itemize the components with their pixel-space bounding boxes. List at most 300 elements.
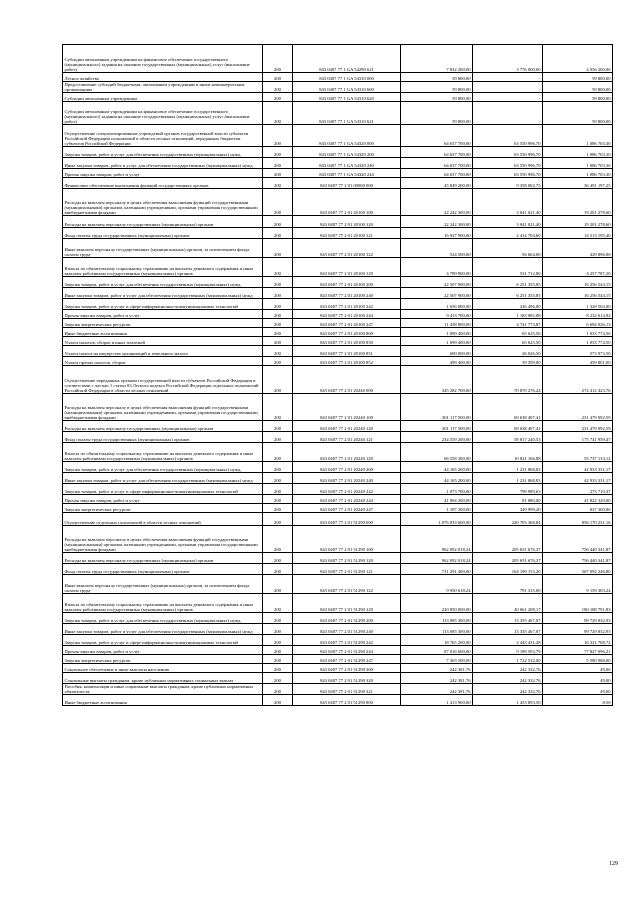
row-budget-code: 843 0407 77 1 GA 54320 240 [293, 158, 401, 169]
row-approved-amount: 731 291 400,00 [401, 564, 473, 575]
row-line-code: 200 [263, 646, 293, 655]
row-remaining-amount: 180 188 791,83 [543, 594, 613, 613]
row-executed-amount: 242 332,76 [473, 664, 543, 673]
row-description: Иные закупки товаров, работ и услуг для обеспечения государственных (муниципальных) нужд [63, 158, 263, 169]
row-executed-amount: 1 183 085,08 [473, 310, 543, 319]
row-budget-code: 843 0407 77 2 01 20240 200 [293, 462, 401, 473]
row-description: Иные выплаты персоналу государственных (муниципальных) органов, за исключением фонда оплаты труда [63, 575, 263, 594]
row-remaining-amount: 1 086 703,30 [543, 125, 613, 147]
row-budget-code: 843 0407 77 2 01 20100 100 [293, 189, 401, 216]
row-budget-code: 843 0407 77 2 01 20100 244 [293, 310, 401, 319]
row-line-code: 200 [263, 73, 293, 82]
row-executed-amount: 349 999,20 [473, 504, 543, 513]
row-line-code: 200 [263, 513, 293, 526]
row-budget-code: 843 0407 77 2 01 20100 122 [293, 239, 401, 258]
row-approved-amount: 7 303 500,00 [401, 655, 473, 664]
row-line-code: 200 [263, 673, 293, 684]
row-remaining-amount: 756 440 341,87 [543, 553, 613, 564]
row-remaining-amount: 756 440 341,87 [543, 526, 613, 553]
row-description: Фонд оплаты труда государственных (муниципальных) органов [63, 564, 263, 575]
row-description: Прочая закупка товаров, работ и услуг [63, 169, 263, 178]
row-approved-amount: 524 500,00 [401, 239, 473, 258]
row-executed-amount: 10 821 166,88 [473, 443, 543, 462]
table-row [63, 421, 613, 432]
row-line-code: 200 [263, 82, 293, 93]
row-description: Осуществление специализированных учреждений органов государственной власти субъектов Российской Федерации полномочий в области лесных отношений, переданных бюджетам субъектов Российской Федерации [63, 125, 263, 147]
row-line-code: 200 [263, 575, 293, 594]
row-description: Взносы по обязательному социальному страхованию на выплаты денежного содержания и иные выплаты работникам государственных (муниципальных) органов [63, 594, 263, 613]
row-description: Предоставление субсидий бюджетным, автономным учреждениям и иным некоммерческим организациям [63, 82, 263, 93]
row-remaining-amount: 59 800,00 [543, 82, 613, 93]
row-line-code: 200 [263, 613, 293, 624]
row-approved-amount: 9 413 700,00 [401, 310, 473, 319]
row-approved-amount: 7 832 200,00 [401, 45, 473, 73]
row-description: Расходы на выплаты персоналу в целях обеспечения выполнения функций государственными (муниципальными) органами, казенными учреждениями, органами управления государственными внебюджетными фондами [63, 189, 263, 216]
row-budget-code: 843 0407 77 2 01 51290 122 [293, 575, 401, 594]
row-executed-amount: 205 651 676,37 [473, 526, 543, 553]
row-remaining-amount: 837 300,80 [543, 504, 613, 513]
row-executed-amount: 3 776 000,00 [473, 45, 543, 73]
row-executed-amount: 1 231 868,83 [473, 473, 543, 484]
row-approved-amount: 499 400,00 [401, 357, 473, 366]
table-row [63, 178, 613, 189]
row-line-code: 200 [263, 178, 293, 189]
row-approved-amount: 22 507 900,00 [401, 288, 473, 299]
row-budget-code: 843 0407 77 1 GA 54310 000 [293, 73, 401, 82]
row-approved-amount: 45 849 200,00 [401, 178, 473, 189]
row-remaining-amount: 49,00 [543, 664, 613, 673]
row-budget-code: 843 0407 77 2 01 20100 129 [293, 258, 401, 277]
row-approved-amount: 59 800,00 [401, 102, 473, 125]
row-line-code: 200 [263, 45, 293, 73]
table-row [63, 158, 613, 169]
table-row [63, 695, 613, 706]
table-row [63, 624, 613, 635]
row-budget-code: 843 0407 77 2 01 20100 800 [293, 328, 401, 337]
row-executed-amount: 164 199 153,20 [473, 564, 543, 575]
row-approved-amount: 1 187 300,00 [401, 504, 473, 513]
row-budget-code: 843 0407 77 2 01 20240 100 [293, 394, 401, 421]
row-line-code: 200 [263, 462, 293, 473]
row-approved-amount: 41 904 200,00 [401, 495, 473, 504]
table-row [63, 504, 613, 513]
row-approved-amount: 22 242 300,00 [401, 216, 473, 228]
table-row [63, 432, 613, 443]
row-description: Иные бюджетные ассигнования [63, 695, 263, 706]
row-executed-amount: 791 315,00 [473, 575, 543, 594]
row-line-code: 200 [263, 299, 293, 310]
table-row [63, 357, 613, 366]
row-remaining-amount: 429 896,00 [543, 239, 613, 258]
row-executed-amount: 94 604,00 [473, 239, 543, 258]
row-remaining-amount: 59 800,00 [543, 102, 613, 125]
row-budget-code: 843 0407 77 1 GA 54320 000 [293, 125, 401, 147]
row-approved-amount: 113 085 300,00 [401, 624, 473, 635]
row-description: Осуществление переданных органам государственной власти субъектов Российской Федерации в соответствии с частью 1 статьи 83 Лесного кодекса Российской Федерации отдельных полномочий Российской Федерации в области лесных отношений [63, 366, 263, 394]
row-remaining-amount: 1 033 774,50 [543, 337, 613, 346]
row-budget-code: 843 0407 77 2 01 51290 244 [293, 646, 401, 655]
row-budget-code: 843 0407 77 2 01 51290 121 [293, 564, 401, 575]
row-budget-code: 843 0407 77 2 01 51290 100 [293, 526, 401, 553]
row-approved-amount: 44 165 200,00 [401, 473, 473, 484]
row-budget-code: 843 0407 77 2 01 20240 244 [293, 495, 401, 504]
row-executed-amount: 1 722 532,00 [473, 655, 543, 664]
row-executed-amount: - [473, 73, 543, 82]
row-approved-amount: 64 637 700,00 [401, 158, 473, 169]
row-executed-amount: 63 550 996,70 [473, 169, 543, 178]
row-approved-amount: 1 099 400,00 [401, 328, 473, 337]
row-description: Уплата налога на имущество организаций и земельного налога [63, 346, 263, 357]
table-row [63, 337, 613, 346]
row-description: Закупка товаров, работ и услуг для обеспечения государственных (муниципальных) нужд [63, 462, 263, 473]
row-line-code: 200 [263, 473, 293, 484]
page-number: 129 [609, 861, 618, 867]
row-remaining-amount: 55 737 133,12 [543, 443, 613, 462]
row-description: Закупка товаров, работ и услуг в сфере информационно-коммуникационных технологий [63, 299, 263, 310]
row-budget-code: 843 0407 77 2 01 20100 242 [293, 299, 401, 310]
row-budget-code: 843 0407 77 1 GA 54310 600 [293, 82, 401, 93]
row-line-code: 200 [263, 394, 293, 421]
row-budget-code: 843 0407 77 2 01 51290 000 [293, 513, 401, 526]
row-executed-amount: 6 251 355,85 [473, 277, 543, 288]
row-budget-code: 843 0407 77 1 GA 54320 200 [293, 147, 401, 158]
row-description: Иные выплаты персоналу государственных (муниципальных) органов, за исключением фонда оплаты труда [63, 239, 263, 258]
row-remaining-amount: 41 822 320,00 [543, 495, 613, 504]
row-budget-code: 843 0407 77 2 01 51290 321 [293, 684, 401, 695]
row-budget-code: 843 0407 77 2 01 51290 129 [293, 594, 401, 613]
table-row [63, 594, 613, 613]
row-approved-amount: 1 656 000,00 [401, 299, 473, 310]
row-description: Расходы на выплаты персоналу государственных (муниципальных) органов [63, 216, 263, 228]
table-row [63, 288, 613, 299]
row-line-code: 200 [263, 594, 293, 613]
row-approved-amount: 1 099 400,00 [401, 337, 473, 346]
row-budget-code: 843 0407 77 2 01 20240 121 [293, 432, 401, 443]
row-budget-code: 843 0407 77 2 01 20240 247 [293, 504, 401, 513]
row-remaining-amount: 273 710,37 [543, 484, 613, 495]
table-row [63, 216, 613, 228]
table-row [63, 575, 613, 594]
row-approved-amount: 9 950 618,24 [401, 575, 473, 594]
row-approved-amount: 301 117 500,00 [401, 421, 473, 432]
row-description: Прочая закупка товаров, работ и услуг [63, 646, 263, 655]
row-line-code: 200 [263, 216, 293, 228]
row-budget-code: 843 0407 77 2 01 51290 800 [293, 695, 401, 706]
table-row [63, 73, 613, 82]
row-description: Иные закупки товаров, работ и услуг для обеспечения государственных (муниципальных) нужд [63, 473, 263, 484]
row-remaining-amount: 8 232 614,92 [543, 310, 613, 319]
row-executed-amount: 220 703 368,84 [473, 513, 543, 526]
table-row [63, 684, 613, 695]
row-line-code: 200 [263, 337, 293, 346]
row-budget-code: 843 0407 77 1 GA 54320 244 [293, 169, 401, 178]
row-remaining-amount: 42 933 331,17 [543, 462, 613, 473]
row-approved-amount: 22 507 900,00 [401, 277, 473, 288]
row-line-code: 200 [263, 684, 293, 695]
row-description: Расходы на выплаты персоналу в целях обеспечения выполнения функций государственными (муниципальными) органами, казенными учреждениями, органами управления государственными внебюджетными фондами [63, 394, 263, 421]
row-line-code: 200 [263, 366, 293, 394]
row-line-code: 200 [263, 484, 293, 495]
row-remaining-amount: 16 321 768,72 [543, 635, 613, 646]
row-remaining-amount: 99 729 832,93 [543, 624, 613, 635]
row-description: Лесное хозяйство [63, 73, 263, 82]
row-approved-amount: 59 800,00 [401, 73, 473, 82]
row-remaining-amount: 59 800,00 [543, 93, 613, 102]
row-description: Субсидии автономным учреждениям на финансовое обеспечение государственного (муниципального) задания на оказание государственных (муниципальных) услуг (выполнение работ) [63, 45, 263, 73]
row-remaining-amount: 1 086 703,30 [543, 147, 613, 158]
row-executed-amount: - [473, 82, 543, 93]
row-approved-amount: 1 076 833 600,00 [401, 513, 473, 526]
row-remaining-amount: 42 933 331,17 [543, 473, 613, 484]
row-description: Расходы на выплаты персоналу в целях обеспечения выполнения функций государственными (муниципальными) органами, казенными учреждениями, органами управления государственными внебюджетными фондами [63, 526, 263, 553]
row-remaining-amount: 16 256 544,15 [543, 288, 613, 299]
row-line-code: 200 [263, 102, 293, 125]
row-line-code: 200 [263, 258, 293, 277]
row-remaining-amount: 459 801,00 [543, 357, 613, 366]
table-row [63, 102, 613, 125]
row-line-code: 200 [263, 239, 293, 258]
row-approved-amount: 87 016 600,00 [401, 646, 473, 655]
table-row [63, 394, 613, 421]
row-approved-amount: 301 117 500,00 [401, 394, 473, 421]
row-description: Иные бюджетные ассигнования [63, 328, 263, 337]
row-line-code: 200 [263, 228, 293, 239]
row-remaining-amount: 99 729 832,93 [543, 613, 613, 624]
row-line-code: 200 [263, 319, 293, 328]
row-executed-amount: 13 355 467,07 [473, 613, 543, 624]
table-row [63, 655, 613, 664]
row-approved-amount: 242 381,76 [401, 684, 473, 695]
row-line-code: 200 [263, 432, 293, 443]
row-executed-amount: 63 550 996,70 [473, 125, 543, 147]
row-approved-amount: 44 165 200,00 [401, 462, 473, 473]
row-line-code: 200 [263, 655, 293, 664]
row-budget-code: 843 0407 77 1 GA 54310 620 [293, 93, 401, 102]
table-row [63, 169, 613, 178]
row-description: Финансовое обеспечение выполнения функций государственных органов [63, 178, 263, 189]
row-remaining-amount: 16 256 544,15 [543, 277, 613, 288]
row-executed-amount: 3 041 021,40 [473, 189, 543, 216]
row-description: Расходы на выплаты персоналу государственных (муниципальных) органов [63, 421, 263, 432]
table-row [63, 277, 613, 288]
row-budget-code: 843 0407 77 2 01 20240 120 [293, 421, 401, 432]
row-budget-code: 843 0407 77 2 01 51290 247 [293, 655, 401, 664]
row-approved-amount: 242 381,76 [401, 664, 473, 673]
row-budget-code: 843 0407 77 1 GA 54310 621 [293, 102, 401, 125]
row-remaining-amount: 19 201 278,60 [543, 216, 613, 228]
row-description: Закупка товаров, работ и услуг для обеспечения государственных (муниципальных) нужд [63, 613, 263, 624]
row-remaining-amount: 49,00 [543, 673, 613, 684]
row-approved-amount: 1 413 900,00 [401, 695, 473, 706]
row-executed-amount: 6 251 355,85 [473, 288, 543, 299]
row-remaining-amount: 59 800,00 [543, 73, 613, 82]
row-remaining-amount: 14 513 195,40 [543, 228, 613, 239]
row-remaining-amount: 1 086 703,30 [543, 169, 613, 178]
row-executed-amount: 2 414 704,60 [473, 228, 543, 239]
row-line-code: 200 [263, 277, 293, 288]
row-description: Фонд оплаты труда государственных (муниципальных) органов [63, 432, 263, 443]
row-budget-code: 843 0407 77 2 01 20240 240 [293, 473, 401, 484]
row-description: Закупка товаров, работ и услуг для обеспечения государственных (муниципальных) нужд [63, 147, 263, 158]
row-executed-amount: 326 496,00 [473, 299, 543, 310]
row-remaining-amount: 8,50 [543, 695, 613, 706]
row-description: Закупка энергетических ресурсов [63, 319, 263, 328]
row-executed-amount: - [473, 93, 543, 102]
table-row [63, 635, 613, 646]
table-row [63, 462, 613, 473]
row-approved-amount: 64 637 700,00 [401, 125, 473, 147]
row-line-code: 200 [263, 147, 293, 158]
row-line-code: 200 [263, 189, 293, 216]
row-executed-amount: 9 189 503,79 [473, 646, 543, 655]
row-approved-amount: 600 000,00 [401, 346, 473, 357]
table-row [63, 564, 613, 575]
row-budget-code: 843 0407 77 2 01 20240 242 [293, 484, 401, 495]
table-row [63, 147, 613, 158]
row-remaining-amount: 1 086 703,30 [543, 158, 613, 169]
row-approved-amount: 345 282 700,00 [401, 366, 473, 394]
row-remaining-amount: 274 412 423,76 [543, 366, 613, 394]
row-approved-amount: 962 092 018,24 [401, 526, 473, 553]
row-line-code: 200 [263, 158, 293, 169]
row-remaining-amount: 573 973,50 [543, 346, 613, 357]
table-row [63, 664, 613, 673]
row-approved-amount: 11 438 800,00 [401, 319, 473, 328]
row-description: Закупка товаров, работ и услуг для обеспечения государственных (муниципальных) нужд [63, 277, 263, 288]
row-approved-amount: 220 850 000,00 [401, 594, 473, 613]
row-approved-amount: 64 637 700,00 [401, 147, 473, 158]
row-executed-amount: 1 231 868,83 [473, 462, 543, 473]
row-budget-code: 843 0407 77 2 01 20100 850 [293, 337, 401, 346]
row-executed-amount: 58 817 240,53 [473, 432, 543, 443]
row-description: Социальное обеспечение и иные выплаты населению [63, 664, 263, 673]
row-description: Субсидии автономным учреждениям [63, 93, 263, 102]
row-executed-amount: 205 651 676,37 [473, 553, 543, 564]
row-executed-amount: 65 625,50 [473, 337, 543, 346]
row-line-code: 200 [263, 93, 293, 102]
row-approved-amount: 22 242 300,00 [401, 189, 473, 216]
row-line-code: 200 [263, 288, 293, 299]
row-line-code: 200 [263, 443, 293, 462]
row-budget-code: 843 0407 77 2 01 20100 240 [293, 288, 401, 299]
table-row [63, 189, 613, 216]
row-line-code: 200 [263, 553, 293, 564]
table-row [63, 93, 613, 102]
row-line-code: 200 [263, 346, 293, 357]
row-line-code: 200 [263, 310, 293, 319]
budget-table [62, 44, 613, 706]
row-executed-amount: 4 741 773,87 [473, 319, 543, 328]
table-row [63, 673, 613, 684]
row-line-code: 200 [263, 504, 293, 513]
table-row [63, 513, 613, 526]
row-budget-code: 843 0407 77 2 01 51290 240 [293, 624, 401, 635]
row-remaining-amount: 5 580 968,00 [543, 655, 613, 664]
row-budget-code: 843 0407 77 2 01 20240 129 [293, 443, 401, 462]
row-executed-amount: 69 638 407,41 [473, 421, 543, 432]
row-line-code: 200 [263, 695, 293, 706]
row-description: Прочая закупка товаров, работ и услуг [63, 495, 263, 504]
row-approved-amount: 242 381,76 [401, 673, 473, 684]
row-executed-amount: 242 332,76 [473, 684, 543, 695]
row-remaining-amount: 231 479 092,59 [543, 394, 613, 421]
row-line-code: 200 [263, 624, 293, 635]
row-description: Закупка энергетических ресурсов [63, 504, 263, 513]
row-budget-code: 843 0407 77 2 01 00000 000 [293, 178, 401, 189]
row-remaining-amount: 6 694 026,13 [543, 319, 613, 328]
table-row [63, 613, 613, 624]
table-row [63, 45, 613, 73]
row-line-code: 200 [263, 357, 293, 366]
row-line-code: 200 [263, 564, 293, 575]
row-approved-amount: 16 927 900,00 [401, 228, 473, 239]
row-line-code: 200 [263, 635, 293, 646]
row-executed-amount: 3 041 021,40 [473, 216, 543, 228]
row-line-code: 200 [263, 526, 293, 553]
row-remaining-amount: 567 092 246,80 [543, 564, 613, 575]
row-executed-amount: 39 599,00 [473, 357, 543, 366]
row-remaining-amount: 77 827 096,21 [543, 646, 613, 655]
row-budget-code: 843 0407 77 2 01 51290 320 [293, 673, 401, 684]
row-executed-amount: 799 989,63 [473, 484, 543, 495]
row-remaining-amount: 4 056 200,00 [543, 45, 613, 73]
row-approved-amount: 234 559 200,00 [401, 432, 473, 443]
row-line-code: 200 [263, 169, 293, 178]
row-approved-amount: 962 092 018,24 [401, 553, 473, 564]
row-description: Взносы по обязательному социальному страхованию на выплаты денежного содержания и иные выплаты работникам государственных (муниципальных) органов [63, 443, 263, 462]
row-executed-amount: 242 332,76 [473, 673, 543, 684]
row-description: Субсидии автономным учреждениям на финансовое обеспечение государственного (муниципального) задания на оказание государственных (муниципальных) услуг (выполнение работ) [63, 102, 263, 125]
row-description: Иные закупки товаров, работ и услуг для обеспечения государственных (муниципальных) нужд [63, 624, 263, 635]
row-description: Пособия, компенсации и иные социальные выплаты гражданам, кроме публичных нормативных обязательств [63, 684, 263, 695]
table-row [63, 366, 613, 394]
row-approved-amount: 113 085 300,00 [401, 613, 473, 624]
row-executed-amount: 26 026,50 [473, 346, 543, 357]
row-remaining-amount: 1 329 504,00 [543, 299, 613, 310]
row-approved-amount: 66 558 300,00 [401, 443, 473, 462]
row-approved-amount: 59 800,00 [401, 93, 473, 102]
row-budget-code: 843 0407 77 2 01 20240 000 [293, 366, 401, 394]
row-executed-amount: 70 870 276,24 [473, 366, 543, 394]
row-remaining-amount: 36 491 197,25 [543, 178, 613, 189]
row-description: Осуществление отдельных полномочий в области лесных отношений [63, 513, 263, 526]
row-executed-amount: 531 712,80 [473, 258, 543, 277]
row-budget-code: 843 0407 77 2 01 20100 120 [293, 216, 401, 228]
row-line-code: 200 [263, 421, 293, 432]
row-approved-amount: 1 073 700,00 [401, 484, 473, 495]
table-row [63, 228, 613, 239]
table-row [63, 484, 613, 495]
table-row [63, 346, 613, 357]
row-line-code: 200 [263, 125, 293, 147]
row-executed-amount: - [473, 102, 543, 125]
table-row [63, 319, 613, 328]
row-budget-code: 843 0407 77 2 01 20100 121 [293, 228, 401, 239]
row-budget-code: 843 0407 77 2 01 20100 247 [293, 319, 401, 328]
row-description: Закупка товаров, работ и услуг в сфере информационно-коммуникационных технологий [63, 484, 263, 495]
row-approved-amount: 64 637 700,00 [401, 169, 473, 178]
row-remaining-amount: 9 159 303,24 [543, 575, 613, 594]
row-line-code: 200 [263, 495, 293, 504]
table-row [63, 258, 613, 277]
row-budget-code: 843 0407 77 2 01 20100 851 [293, 346, 401, 357]
table-row [63, 82, 613, 93]
row-approved-amount: 4 789 900,00 [401, 258, 473, 277]
row-description: Уплата прочих налогов, сборов [63, 357, 263, 366]
table-row [63, 328, 613, 337]
row-executed-amount: 63 550 996,70 [473, 147, 543, 158]
row-budget-code: 843 0407 77 2 01 51290 120 [293, 553, 401, 564]
